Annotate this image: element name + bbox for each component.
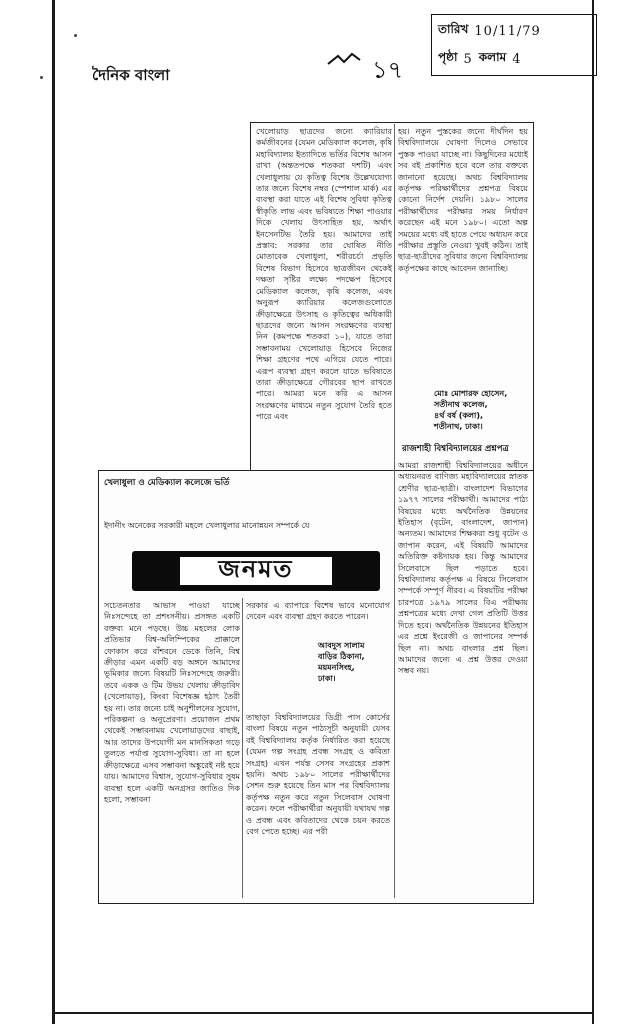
banner-inner [180, 557, 332, 585]
stamp-page-value: 5 [463, 51, 473, 67]
stamp-date-value: 10/11/79 [474, 23, 541, 39]
letter2-body: তাছাড়া বিশ্ববিদ্যালয়ের ডিগ্রী পাস কোর্সের বাংলা বিষয়ে নতুন পাঠ্যসূচী অনুযায়ী যেসব বই বিশ্ববিদ্যালয় কর্তৃক নির্ধারিত করা হয়েছে (যেমন গল্প সংগ্রহ প্রবন্ধ সংগ্রহ ও কবিতা সংগ্রহ) এখন পর্যন্ত সেসব সংগ্রহের প্রকাশ হয়নি। অথচ ১৯৮০ সালের পরীক্ষার্থীদের সেশন শুরু হয়েছে তিন মাস পর বিশ্ববিদ্যালয় কর্তৃপক্ষ নতুন করে নতুন সিলেবাস ঘোষণা করেন। ফলে পরীক্ষার্থীরা অনুযায়ী যথাযথ গল্প ও প্রবন্ধ এবং কবিতাদের থেকে চয়ন করতে বেগ পেতে হচ্ছে। এর পরী [246, 713, 390, 837]
stamp-column-value: 4 [512, 51, 522, 67]
janamat-banner [132, 551, 380, 591]
letter3-body: আমরা রাজশাহী বিশ্ববিদ্যালয়ের অধীনে অধ্যয়নরত বাণিজ্য মহাবিদ্যালয়ের স্নাতক শ্রেণীর ছাত্র-ছাত্রী। বাংলাদেশ বিভাগের ১৯৭৭ সালের পরীক্ষার্থী। আমাদের পাঠ্য বিষয়ের মধ্যে অর্থনৈতিক উন্নয়নের ইতিহাস (বৃটেন, বাংলাদেশ, জাপান) অন্যতম। আমাদের শিক্ষকরা শুধু বৃটেন ও জাপান করেন, এই বিষয়টি আমাদের অতিরিক্ত কষ্টদায়ক হয়। কিন্তু আমাদের সিলেবাসে ছিল পড়াতে হবে। বিশ্ববিদ্যালয় কর্তৃপক্ষ এ বিষয়ে সিলেবাস সম্পর্কে সম্পূর্ণ নীরব। এ বিষয়টির পরীক্ষা চারপত্রে ১৯৭৯ সালের বিএ পরীক্ষায় প্রশ্নপত্রের মধ্যে দেখা গেল প্রতিটি উত্তর দিতে হবে। অর্থনৈতিক উন্নয়নের ইতিহাস এর প্রশ্নে ইংরেজী ও জাপানের সম্পর্ক ছিল না। অথচ বাংলার প্রশ্ন ছিল। আমাদের জন্যে এ প্রশ্ন উত্তর দেওয়া সম্ভব নয়। [398, 461, 528, 676]
banner-title: জনমত [218, 555, 294, 583]
page-mark: ১৭ [372, 56, 404, 84]
letter2-signature: মোঃ মোশারফ হোসেন, সতীনাথ কলেজ, ৪র্থ বর্ষ (কলা), শতীনাথ, ঢাকা। [434, 389, 508, 431]
scribble-mark [324, 50, 364, 70]
letter1-top-column: খেলোয়াড় ছাত্রদের জন্যে ক্যারিয়ার কর্মজীবনের (যেমন মেডিক্যাল কলেজ, কৃষি মহাবিদ্যালয় ইত্যাদিতে ভর্তির বিশেষ আসন রাখা (অন্ততপক্ষে শতকরা দশটি) এবং খেলাধুলায় যে কৃতিত্ব বিশেষ উল্লেখযোগ্য তার জন্যে বিশেষ নম্বর (স্পেশাল মার্ক) এর ব্যবস্থা করা যাতে এই বিশেষ সুবিধা কৃতিত্ব স্বীকৃতি লাভ এবং ভবিষ্যতে শিক্ষা পাওয়ার দিকে খেলায় উৎসাহিত হয়, অর্থাৎ ইনসেনটিভ তৈরি হয়। আমাদের তাই প্রস্তাব: সরকার তার ঘোষিত নীতি মোতাবেক খেলাধুলা, শরীরচর্চা প্রভৃতি বিশেষ বিভাগ হিসেবে ছাত্রজীবন থেকেই দক্ষতা সৃষ্টির লক্ষ্যে পদক্ষেপ হিসেবে মেডিক্যাল কলেজ, কৃষি কলেজ, এবং অনুরূপ ক্যারিয়ার কলেজগুলোতে ক্রীড়াক্ষেত্রে উৎসাহ ও কৃতিত্বের অধিকারী ছাত্রদের জন্যে আসন সংরক্ষণের ব্যবস্থা নিন (কমপক্ষে শতকরা ১০), যাতে তারা সম্ভাবনাময় খেলোয়াড় হিসেবে নিজের শিক্ষা গ্রহণের পথে এগিয়ে যেতে পারে। এরূপ ব্যবস্থা গ্রহণ করলে যাতে ভবিষ্যতে তারা ক্রীড়াক্ষেত্রে গৌরবের ছাপ রাখতে পারে। আমরা মনে করি এ আসন সংরক্ষণের মাধ্যমে নতুন সুযোগ তৈরি হতে পারে এবং [256, 127, 392, 422]
bottom-border-line [52, 1012, 594, 1014]
date-stamp [431, 14, 597, 76]
letter1-heading: খেলাধুলা ও মেডিক্যাল কলেজে ভর্তি [104, 478, 230, 488]
letter1-signature: আবদুস সালাম বাড়ির ঠিকানা, ময়মনসিংহ, ঢাকা। [318, 641, 365, 683]
stamp-column-label: কলাম [478, 50, 507, 64]
speck [74, 34, 77, 37]
paper-name: দৈনিক বাংলা [92, 66, 170, 84]
column-divider-1 [394, 124, 395, 898]
stamp-date-label: তারিখ [438, 22, 469, 36]
right-border-line [592, 0, 594, 1024]
speck [40, 76, 43, 79]
stamp-date-row [438, 21, 541, 41]
letter1-closing: সরকার এ ব্যাপারে বিশেষ ভাবে মনোযোগ দেবেন এবং ব্যবস্থা গ্রহণ করতে পারেন। [246, 601, 390, 622]
letter2-top-column: হয়। নতুন পুস্তকের জন্যে দীর্ঘদিন হয় বিশ্ববিদ্যালয়ে ঘোষণা দিলেও সেভাবে পুস্তক পাওয়া যাচ্ছে না। কিছুদিনের মধ্যেই সব বই প্রকাশিত হবে বলে তার বক্তব্যে জানানো হয়েছে। অথচ বিশ্ববিদ্যালয় কর্তৃপক্ষ পরিক্ষার্থীদের প্রশ্নপত্র বিষয়ে কোনো নির্দেশ দেয়নি। ১৯৮০ সালের পরীক্ষার্থীদের পরীক্ষার সময় নির্ধারণ করেছেন এই মনে ১৯৮০। এতো অল্প সময়ের মধ্যে বই হাতে পেয়ে অধ্যয়ন করে পরীক্ষার প্রস্তুতি নেওয়া খুবই কঠিন। তাই ছাত্র-ছাত্রীদের সুবিধার জন্যে বিশ্ববিদ্যালয় কর্তৃপক্ষের কাছে আবেদন জানাচ্ছি। [398, 127, 528, 273]
letter3-heading: রাজশাহী বিশ্ববিদ্যালয়ের প্রশ্নপত্র [402, 444, 509, 454]
stamp-page-row [438, 49, 522, 69]
column-divider-2 [242, 598, 243, 898]
letter1-intro: ইদানীং অনেকের সরকারী মহলে খেলাধুলার মানোন্নয়ন সম্পর্কে যে [104, 521, 310, 530]
stamp-page-label: পৃষ্ঠা [438, 50, 458, 64]
left-border-line [52, 0, 55, 1024]
letter1-body: সচেতনতার আভাস পাওয়া যাচ্ছে নিঃসন্দেহে তা প্রশংসনীয়। প্রসঙ্গত একটি বক্তব্য মনে পড়ছে। উচ্চ মহলের লোক প্রতিভার বিশ্ব-অলিম্পিকের প্রাক্কালে ফোকাস করে বাঁশবনে ডেকে তিনি, বিশ্ব ক্রীড়ার এমন একটি বড় অঙ্গনে আমাদের ভূমিকার জন্যে বিষয়টি নিঃসন্দেহে জরুরী। তবে একক ও টিম উভয় খেলায় ক্রীড়াবিদ (খেলোয়াড়), কিংবা বিশেষজ্ঞ হঠাৎ তৈরী হয় না। তার জন্যে চাই অনুশীলনের সুযোগ, পরিকল্পনা ও অনুপ্রেরণা। প্রয়োজন প্রথম থেকেই সম্ভাবনাময় খেলোয়াড়দের বাছাই, আর তাদের উপযোগী মন মানসিকতা গড়ে তুলতে পর্যাপ্ত সুযোগ-সুবিধা। তা না হলে ক্রীড়াক্ষেত্রে এসব সম্ভাবনা অঙ্কুরেই নষ্ট হয়ে যায়। আমাদের বিশ্বাস, সুযোগ-সুবিধার সুষম ব্যবস্থা হলে একটি অনগ্রসর জাতিও দিক হলো, সম্ভাবনা [104, 601, 240, 804]
